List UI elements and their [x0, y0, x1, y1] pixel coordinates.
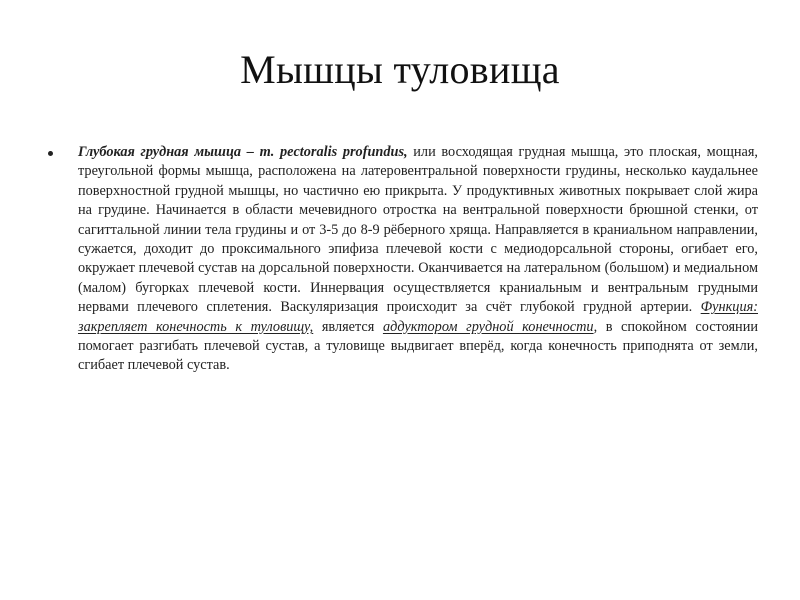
bullet-paragraph — [78, 143, 758, 376]
paragraph-text-3: , в спокойном состоянии помогает разгибать плечевой сустав, а туловище выдвигает вперёд, когда конечность приподнята от земли, сгибает плечевой сустав. — [78, 318, 759, 374]
paragraph-text-1: или восходящая грудная мышца, это плоская, мощная, треугольной формы мышца, расположена на латеровентральной поверхности грудины, несколько каудальнее поверхностной грудной мышцы, но частично ею прикрыта. У продуктивных животных покрывает слой жира на грудине. Начинается в области мечевидного отростка на вентральной поверхности брюшной стенки, от сагиттальной линии тела грудины и от 3-5 до 8-9 рёберного хряща. Направляется в краниальном направлении, сужается, доходит до проксимального эпифиза плечевой кости с медиодорсальной стороны, огибает его, окружает плечевой сустав на дорсальной поверхности. Оканчивается на латеральном (большом) и медиальном (малом) бугорках плечевой кости. Иннервация осуществляется краниальным и вентральным грудными нервами плечевого сплетения. Васкуляризация происходит за счёт глубокой грудной артерии. — [78, 144, 758, 316]
muscle-term: Глубокая грудная мышца – m. pectoralis profundus, — [78, 144, 408, 160]
adductor-phrase: аддуктором грудной конечности — [382, 318, 594, 335]
function-phrase: Функция: закрепляет конечность к туловищу, — [78, 299, 758, 335]
paragraph-text-2: является — [313, 318, 383, 335]
slide-title: Мышцы туловища — [240, 47, 560, 92]
bullet-item — [46, 143, 758, 376]
bullet-dot-icon — [46, 143, 78, 162]
